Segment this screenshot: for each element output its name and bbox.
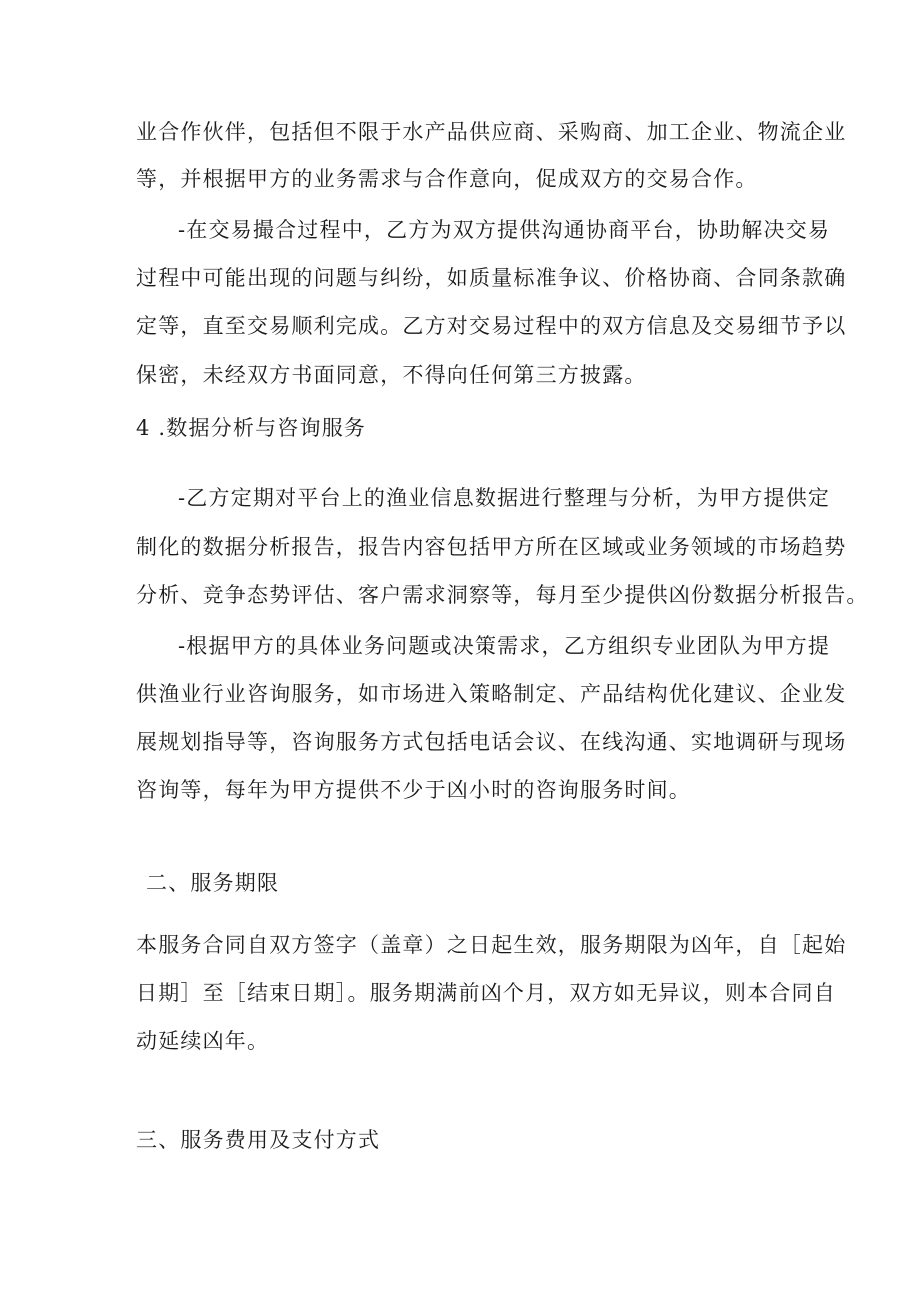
section-heading-3: 三、服务费用及支付方式 [136,1128,381,1152]
paragraph-line: 定等，直至交易顺利完成。乙方对交易过程中的双方信息及交易细节予以 [136,314,847,338]
paragraph-line: -根据甲方的具体业务问题或决策需求，乙方组织专业团队为甲方提 [178,634,831,658]
paragraph-line: 展规划指导等，咨询服务方式包括电话会议、在线沟通、实地调研与现场 [136,730,847,754]
section-heading-2: 二、服务期限 [146,871,280,895]
paragraph-line: 供渔业行业咨询服务，如市场进入策略制定、产品结构优化建议、企业发 [136,682,847,706]
paragraph-line: -乙方定期对平台上的渔业信息数据进行整理与分析，为甲方提供定 [178,486,831,510]
paragraph-line: 制化的数据分析报告，报告内容包括甲方所在区域或业务领域的市场趋势 [136,535,847,559]
paragraph-line: 业合作伙伴，包括但不限于水产品供应商、采购商、加工企业、物流企业 [136,120,847,144]
paragraph-line: 本服务合同自双方签字（盖章）之日起生效，服务期限为凶年，自［起始 [136,933,847,957]
paragraph-line: -在交易撮合过程中，乙方为双方提供沟通协商平台，协助解决交易 [178,218,831,242]
paragraph-line: 日期］至［结束日期］。服务期满前凶个月，双方如无异议，则本合同自 [136,981,836,1005]
section-heading-4: 4 .数据分析与咨询服务 [136,416,367,440]
paragraph-line: 咨询等，每年为甲方提供不少于凶小时的咨询服务时间。 [136,778,691,802]
paragraph-line: 保密，未经双方书面同意，不得向任何第三方披露。 [136,363,647,387]
paragraph-line: 等，并根据甲方的业务需求与合作意向，促成双方的交易合作。 [136,167,758,191]
paragraph-line: 分析、竞争态势评估、客户需求洞察等，每月至少提供凶份数据分析报告。 [136,583,869,607]
paragraph-line: 动延续凶年。 [136,1029,270,1053]
paragraph-line: 过程中可能出现的问题与纠纷，如质量标准争议、价格协商、合同条款确 [136,266,847,290]
